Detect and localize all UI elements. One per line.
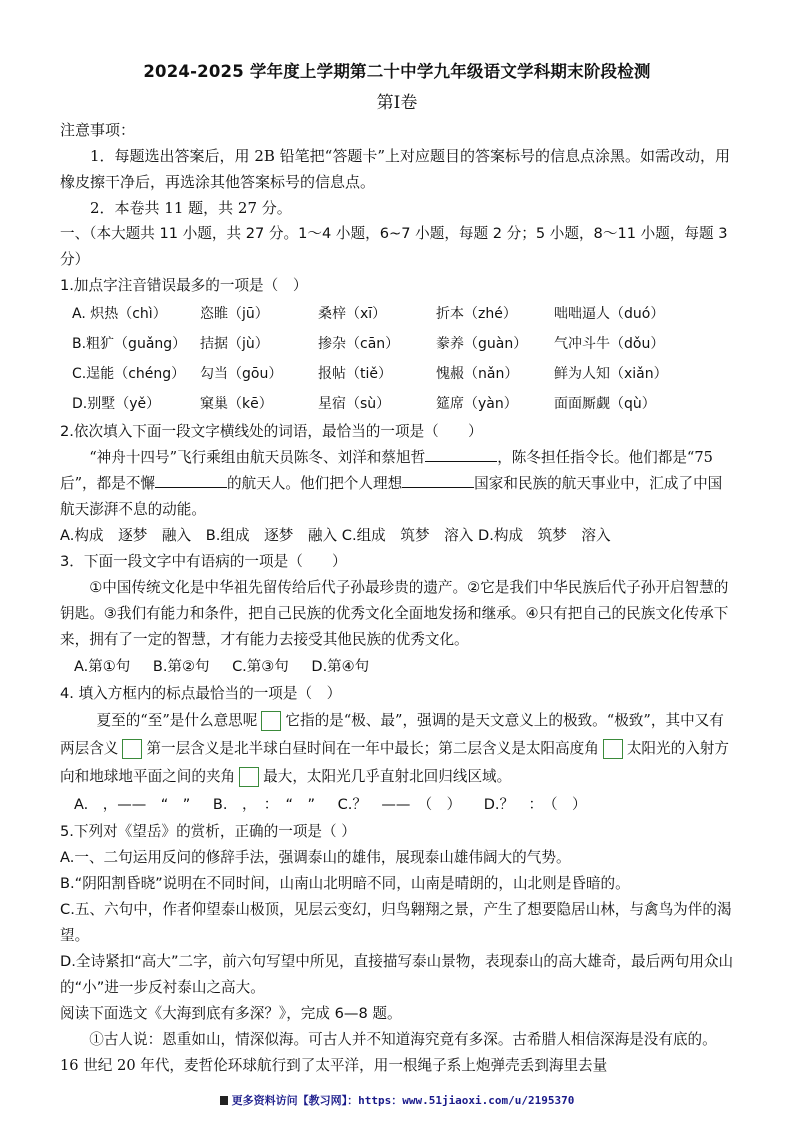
punctuation-box [122, 739, 142, 759]
q5-option-c: C.五、六句中，作者仰望泰山极顶，见层云变幻，归鸟翱翔之景，产生了想要隐居山林，与禽鸟为伴的渴望。 [60, 901, 732, 944]
fill-blank [425, 447, 497, 462]
q3-option: D.第④句 [311, 659, 370, 675]
q1-cell: B.粗犷（guǎng） [72, 336, 187, 352]
q2-text: 的航天人。他们把个人理想 [227, 475, 403, 492]
q1-cell: 桑梓（xī） [318, 306, 387, 322]
punctuation-box [603, 739, 623, 759]
q3-text: ①中国传统文化是中华祖先留传给后代子孙最珍贵的遗产。②它是我们中华民族后代子孙开启智慧的钥匙。③我们有能力和条件，把自己民族的优秀文化全面地发扬和继承。④只有把自己的民族文化传承下来，拥有了一定的智慧，才有能力去接受其他民族的优秀文化。 [60, 579, 729, 648]
q1-cell: 星宿（sù） [318, 396, 391, 412]
punctuation-box [239, 767, 259, 787]
q1-cell: 面面厮觑（qù） [554, 396, 656, 412]
q1-stem: 1.加点字注音错误最多的一项是（ ） [60, 277, 308, 294]
q2-text: ，陈冬担任指令长。他们都是“75 后”，都是不懈 [60, 449, 713, 492]
q1-cell: D.别墅（yě） [72, 396, 161, 412]
q1-cell: 咄咄逼人（duó） [554, 306, 665, 322]
q1-cell: C.逞能（chéng） [72, 366, 186, 382]
q1-cell: 豢养（guàn） [436, 336, 528, 352]
exam-subtitle: 第Ⅰ卷 [376, 93, 418, 113]
q2-options: A.构成 逐梦 融入 B.组成 逐梦 融入 C.组成 筑梦 溶入 D.构成 筑梦 溶入 [60, 527, 611, 544]
q1-row [72, 359, 668, 389]
q4-text: 它指的是“极、最”，强调的是天文意义上的极致。“极致”，其中又有两层含义 [60, 712, 724, 757]
q1-cell: 掺杂（cān） [318, 336, 400, 352]
q1-options-table [72, 299, 668, 419]
q5-option-b: B.“阴阳割昏晓”说明在不同时间，山南山北明暗不同，山南是晴朗的，山北则是昏暗的。 [60, 875, 630, 892]
reading-paragraph-1: ①古人说：恩重如山，情深似海。可古人并不知道海究竟有多深。古希腊人相信深海是没有底的。16 世纪 20 年代，麦哲伦环球航行到了太平洋，用一根绳子系上炮弹壳丢到海里去量 [60, 1031, 717, 1074]
footer-link[interactable] [0, 1092, 794, 1108]
q1-cell: 恣睢（jū） [200, 306, 269, 322]
q4-option: C.？ —— （ ） [337, 797, 462, 813]
q3-options [60, 653, 734, 681]
q1-row [72, 329, 668, 359]
q4-text: 最大，太阳光几乎直射北回归线区域。 [263, 768, 512, 785]
q4-text: 太阳光的入射方向和地球地平面之间的夹角 [60, 740, 729, 785]
q1-cell: 鲜为人知（xiǎn） [554, 366, 668, 382]
notice-item-2: 2．本卷共 11 题，共 27 分。 [90, 199, 292, 217]
q1-row [72, 299, 668, 329]
q2-stem: 2.依次填入下面一段文字横线处的词语，最恰当的一项是（ ） [60, 423, 483, 440]
notice-heading: 注意事项： [60, 121, 136, 139]
fill-blank [402, 473, 474, 488]
q2-text: 国家和民族的航天事业中，汇成了中国航天澎湃不息的动能。 [60, 475, 723, 518]
q1-cell: 气冲斗牛（dǒu） [554, 336, 665, 352]
q4-option: B. ， ： “ ” [212, 797, 316, 813]
exam-title: 2024-2025 学年度上学期第二十中学九年级语文学科期末阶段检测 [143, 62, 651, 81]
q5-option-d: D.全诗紧扣“高大”二字，前六句写望中所见，直接描写泰山景物，表现泰山的高大雄奇，最后两句用众山的“小”进一步反衬泰山之高大。 [60, 953, 734, 996]
q4-text: 第一层含义是北半球白昼时间在一年中最长；第二层含义是太阳高度角 [146, 740, 599, 757]
q4-options [60, 791, 734, 819]
q1-row [72, 389, 668, 419]
flag-icon [220, 1096, 228, 1105]
q4-text: 夏至的“至”是什么意思呢 [96, 712, 258, 729]
fill-blank [155, 473, 227, 488]
q4-option: D.？ ： （ ） [483, 797, 587, 813]
reading-intro: 阅读下面选文《大海到底有多深？》，完成 6—8 题。 [60, 1005, 402, 1022]
q2-text: “神舟十四号”飞行乘组由航天员陈冬、刘洋和蔡旭哲 [89, 449, 426, 466]
q1-cell: 折本（zhé） [436, 306, 517, 322]
q4-stem: 4. 填入方框内的标点最恰当的一项是（ ） [60, 685, 342, 702]
punctuation-box [261, 711, 281, 731]
q3-stem: 3．下面一段文字中有语病的一项是（ ） [60, 553, 347, 570]
q5-stem: 5.下列对《望岳》的赏析，正确的一项是（ ） [60, 823, 356, 840]
q1-cell: 愧赧（nǎn） [436, 366, 519, 382]
q3-option: A.第①句 [74, 659, 131, 675]
q1-cell: 筵席（yàn） [436, 396, 518, 412]
q1-cell: 拮据（jù） [200, 336, 269, 352]
q4-passage [60, 707, 734, 791]
q1-cell: 报帖（tiě） [318, 366, 392, 382]
q1-cell: 勾当（gōu） [200, 366, 283, 382]
q1-cell: A. 炽热（chì） [72, 306, 167, 322]
notice-item-1: 1．每题选出答案后，用 2B 铅笔把“答题卡”上对应题目的答案标号的信息点涂黑。如需改动，用橡皮擦干净后，再选涂其他答案标号的信息点。 [60, 147, 730, 191]
q1-cell: 窠巢（kē） [200, 396, 273, 412]
q2-passage [60, 445, 734, 523]
q3-option: B.第②句 [152, 659, 210, 675]
q4-option: A. ，—— “ ” [74, 797, 191, 813]
section-heading: 一、（本大题共 11 小题，共 27 分。1～4 小题，6~7 小题，每题 2 分；5 小题，8～11 小题，每题 3 分） [60, 225, 728, 268]
q5-option-a: A.一、二句运用反问的修辞手法，强调泰山的雄伟，展现泰山雄伟阔大的气势。 [60, 849, 571, 866]
footer-text: 更多资料访问【教习网】：https：www.51jiaoxi.com/u/2195370 [231, 1094, 575, 1107]
q3-option: C.第③句 [232, 659, 289, 675]
